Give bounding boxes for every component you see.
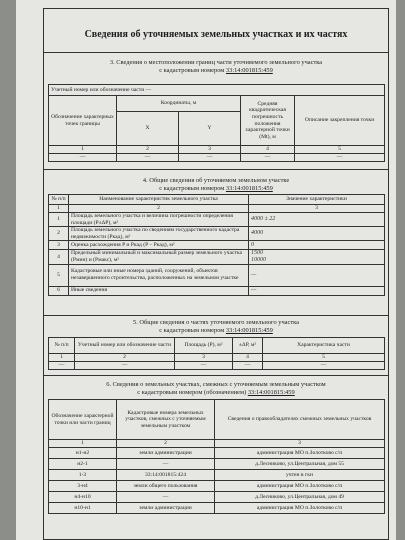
col-number: 3 [179,146,241,154]
row-characteristic: Предельный минимальный и максимальный размер земельного участка (Pмин) и (Рмакс), м² [69,250,249,264]
row-parcel: земли администрации [117,503,215,514]
row-owner: администрация МО п.Золотково с/п [215,503,385,514]
row-parcel: земли администрации [117,448,215,459]
row-characteristic: Кадастровые или иные номера зданий, сооружений, объектов незавершенного строительства, расположенных на земельном участке [69,264,249,286]
table-row: — — — — — [49,362,385,370]
row-number: 2 [49,227,69,241]
header-accuracy: Средняя квадратическая погрешность положения характерной точки (Mt), м [241,96,295,146]
row-characteristic: Оценка расхождения P и Ркад (P – Ркад), м² [69,241,249,250]
header-characteristic: Характеристика части [263,338,385,354]
row-point: 3-н4 [49,481,117,492]
section5-heading-line1: 5. Общие сведения о частях уточняемого земельного участка [133,319,299,326]
header-num: № п/п [49,338,75,354]
row-number: 4 [49,250,69,264]
row-parcel: — [117,492,215,503]
divider [44,169,388,170]
row-characteristic: Иные сведения [69,286,249,295]
section6-cadastral: 33:14:001815:459 [247,389,295,396]
col-number: 1 [49,146,117,154]
section5-table: № п/п Учетный номер или обозначение части Площадь (P), м² ±ΔP, м² Характеристика части 1 2 3 4 5 — — — — — [48,337,385,370]
table-row [49,241,385,250]
row-number: 5 [49,264,69,286]
col-number: 5 [295,146,385,154]
row-parcel: земли общего пользования [117,481,215,492]
col-number: 4 [241,146,295,154]
row-point: н10-н1 [49,503,117,514]
row-point: н1-н2 [49,448,117,459]
table-row [49,286,385,295]
section3-heading-line1: 3. Сведения о местоположении границ части уточняемого земельного участка [109,59,323,66]
row-owner: администрация МО п.Золотково с/п [215,481,385,492]
section4-cadastral: 33:14:001815:459 [225,185,273,192]
table-row [49,448,385,459]
section3-heading [48,59,384,75]
part-number-value: — [145,86,152,93]
header-part: Учетный номер или обозначение части [75,338,175,354]
divider [44,315,388,316]
header-num: № п/п [49,195,69,205]
section6-table: Обозначение характерной точки или части границ Кадастровые номера земельных участков, смежных с уточняемым земельным участком Сведения о правообладателях смежных земельных участков 1 2 3 н1-н2 земли администрации администрация МО п.Золотково с/п н2-1 — д.Лесниково, ул.Центральная, дом 55 1-3 33:14:001815:424 учтен в гкн 3-н4 земли общего пользования администрация МО п.Золотково с/п н4-н10 — д.Лесниково, ул.Центральная, дом 49 н10-н1 земли администрации администрация МО п.Золотково с/п [48,399,385,514]
section3-table [48,84,385,162]
row-characteristic: Площадь земельного участка и величина погрешности определения площади (P±ΔP), м² [69,213,249,227]
part-number-row: Учетный номер или обозначение части — [49,85,385,96]
section6-heading: 6. Сведения о земельных участках, смежных с уточняемым земельным участком с кадастровым номером (обозначением) 33:14:001815:459 [48,381,384,397]
table-row [49,481,385,492]
row-value: 4000 ± 22 [249,213,385,227]
header-dp: ±ΔP, м² [233,338,263,354]
header-area: Площадь (P), м² [175,338,233,354]
header-coords: Координаты, м [117,96,241,112]
row-point: н4-н10 [49,492,117,503]
row-parcel: — [117,459,215,470]
row-owner: учтен в гкн [215,470,385,481]
header-parcels: Кадастровые номера земельных участков, смежных с уточняемым земельным участком [117,400,215,440]
row-point: н2-1 [49,459,117,470]
header-designation: Обозначение характерных точек границы [49,96,117,146]
header-name: Наименование характеристик земельного участка [69,195,249,205]
row-value: 4000 [249,227,385,241]
section4-heading-line1: 4. Общие сведения об уточняемом земельном участке [142,177,290,184]
row-parcel: 33:14:001815:424 [117,470,215,481]
document-frame [43,8,389,540]
row-value: — [249,286,385,295]
section4-table: № п/п Наименование характеристик земельного участка Значение характеристики 1 2 3 1 Площадь земельного участка и величина погрешности определения площади (P±ΔP), м² 4000 ± 22 2 Площадь земельного участка по сведениям государственного кадастра недвижимости (Ркад), м² 4000 3 Оценка расхождения P и Ркад (P – Ркад), м² 0 4 Предельный минимальный и максимальный размер земельного участка (Pмин) и (Рмакс), м² 1500 10000 5 Кадастровые или иные номера зданий, сооружений, объектов незавершенного строительства, расположенных на земельном участке — 6 Иные сведения — [48,194,385,296]
section4-heading: 4. Общие сведения об уточняемом земельном участке с кадастровым номером 33:14:001815:459 [48,177,384,193]
header-y: Y [179,112,241,146]
row-value: 0 [249,241,385,250]
header-value: Значение характеристики [249,195,385,205]
row-number: 1 [49,213,69,227]
row-point: 1-3 [49,470,117,481]
row-number: 3 [49,241,69,250]
document-sheet [16,0,396,540]
row-characteristic: Площадь земельного участка по сведениям государственного кадастра недвижимости (Ркад), м² [69,227,249,241]
header-rights: Сведения о правообладателях смежных земельных участков [215,400,385,440]
table-row [49,459,385,470]
document-title: Сведения об уточняемых земельных участках и их частях [84,29,348,40]
section3-heading-prefix: с кадастровым номером [159,67,225,74]
table-row [49,227,385,241]
col-number: 2 [117,146,179,154]
divider [44,52,388,53]
row-owner: д.Лесниково, ул.Центральная, дом 49 [215,492,385,503]
table-row [49,250,385,264]
section5-cadastral: 33:14:001815:459 [225,327,273,334]
table-row [49,470,385,481]
divider [44,375,388,376]
table-row: — — — — — [49,154,385,162]
header-x: X [117,112,179,146]
row-owner: администрация МО п.Золотково с/п [215,448,385,459]
header-point: Обозначение характерной точки или части границ [49,400,117,440]
section6-heading-line1: 6. Сведения о земельных участках, смежных с уточняемым земельным участком [106,381,326,388]
row-number: 6 [49,286,69,295]
header-description: Описание закрепления точки [295,96,385,146]
table-row [49,503,385,514]
row-value: — [249,264,385,286]
section3-cadastral: 33:14:001815:459 [225,67,273,74]
table-row [49,213,385,227]
table-row [49,264,385,286]
row-value: 1500 10000 [249,250,385,264]
row-owner: д.Лесниково, ул.Центральная, дом 55 [215,459,385,470]
table-row [49,492,385,503]
section5-heading: 5. Общие сведения о частях уточняемого земельного участка с кадастровым номером 33:14:001815:459 [48,319,384,335]
